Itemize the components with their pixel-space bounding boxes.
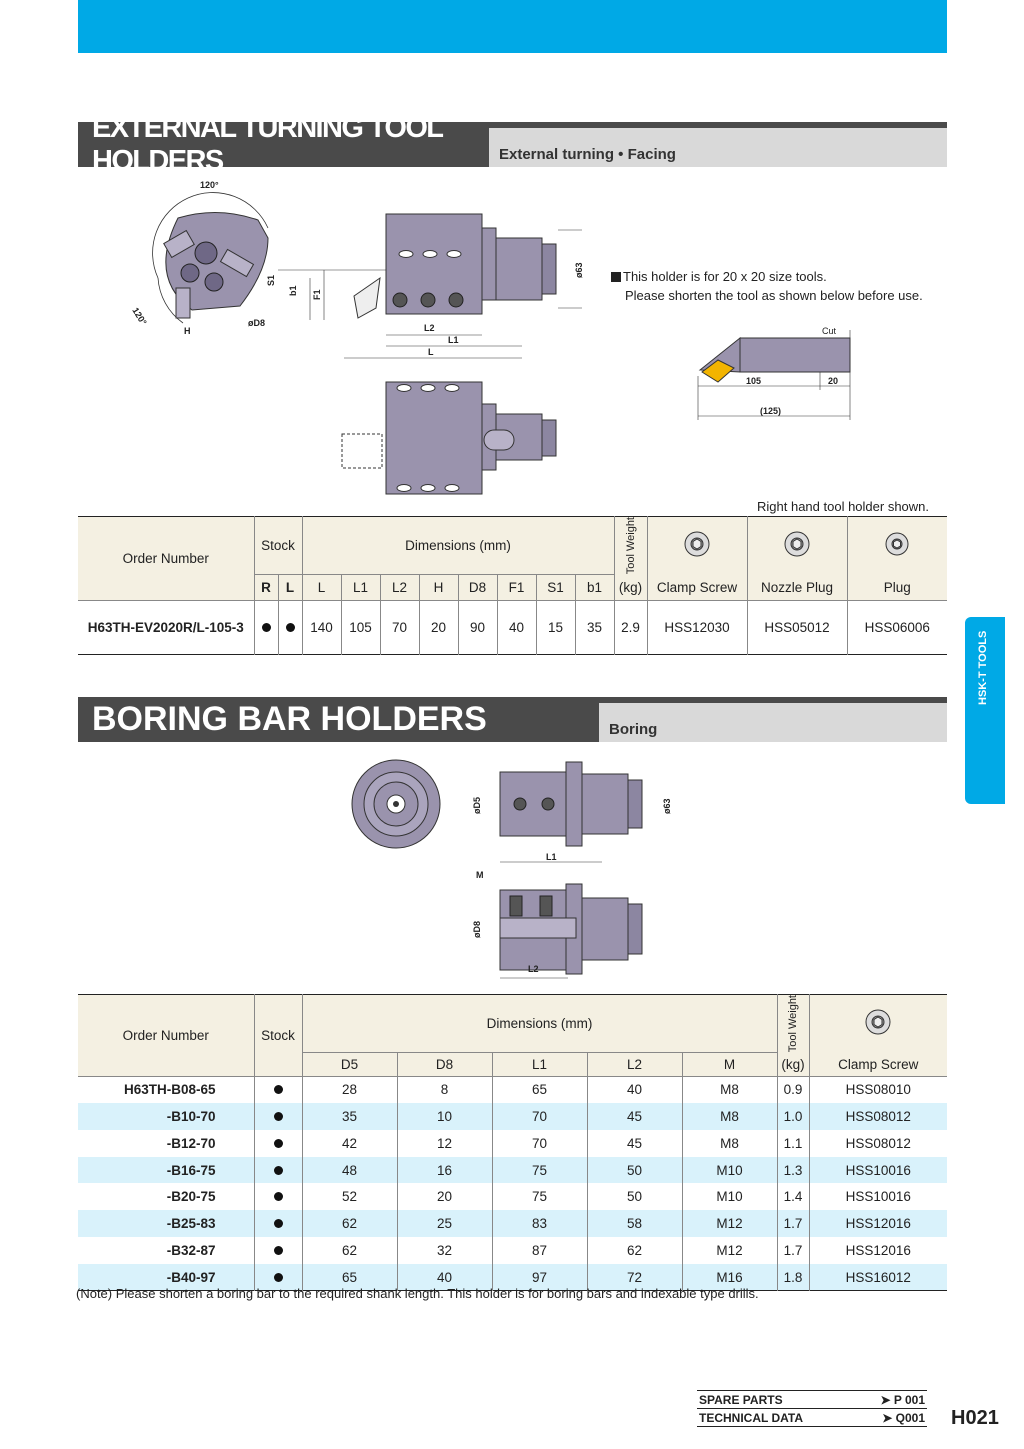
l1-cell: 97 bbox=[492, 1264, 587, 1291]
d5-cell: 62 bbox=[302, 1237, 397, 1264]
table-row bbox=[78, 1103, 947, 1130]
d5-cell: 62 bbox=[302, 1210, 397, 1237]
svg-text:120°: 120° bbox=[130, 305, 149, 327]
m-cell: M8 bbox=[682, 1076, 777, 1103]
m-cell: M12 bbox=[682, 1210, 777, 1237]
table-row: H63TH-EV2020R/L-105-3 140 105 70 20 90 40 15 35 2.9 HSS12030 HSS05012 HSS06006 bbox=[78, 600, 947, 654]
weight-cell: 1.7 bbox=[777, 1237, 809, 1264]
screw-cell: HSS08010 bbox=[845, 1082, 911, 1098]
col-dim: D8 bbox=[397, 1052, 492, 1076]
order-number-cell: -B12-70 bbox=[78, 1130, 254, 1157]
page-number: H021 bbox=[951, 1407, 999, 1429]
col-order-number: Order Number bbox=[78, 517, 254, 601]
screw-cell: HSS10016 bbox=[845, 1189, 911, 1205]
m-cell: M12 bbox=[682, 1237, 777, 1264]
svg-text:ø63: ø63 bbox=[574, 262, 584, 278]
d8-cell: 40 bbox=[397, 1264, 492, 1291]
boring-holder-drawing bbox=[340, 752, 700, 984]
l2-cell: 72 bbox=[587, 1264, 682, 1291]
col-dimensions: Dimensions (mm) bbox=[302, 995, 777, 1053]
order-number-cell: -B40-97 bbox=[78, 1264, 254, 1291]
m-cell: M10 bbox=[682, 1183, 777, 1210]
l1-cell: 65 bbox=[492, 1076, 587, 1103]
col-dim: L2 bbox=[587, 1052, 682, 1076]
col-dim: L2 bbox=[380, 574, 419, 600]
weight-cell: 0.9 bbox=[777, 1076, 809, 1103]
side-tab-hsk-t[interactable] bbox=[965, 617, 1005, 804]
l2-cell: 40 bbox=[587, 1076, 682, 1103]
col-stock-l: L bbox=[278, 574, 302, 600]
tool-size-note: This holder is for 20 x 20 size tools. Please shorten the tool as shown below before use. bbox=[611, 267, 923, 305]
side-tab-label: HSK-T TOOLS bbox=[977, 630, 989, 706]
col-dim: b1 bbox=[575, 574, 614, 600]
boring-table-body bbox=[78, 1076, 947, 1290]
stock-dot bbox=[254, 1157, 302, 1184]
stock-dot bbox=[254, 1237, 302, 1264]
l1-cell: 70 bbox=[492, 1103, 587, 1130]
svg-text:(125): (125) bbox=[760, 406, 782, 416]
svg-text:S1: S1 bbox=[266, 274, 276, 286]
tool-shorten-drawing bbox=[690, 320, 860, 424]
section-title: EXTERNAL TURNING TOOL HOLDERS bbox=[78, 122, 489, 167]
col-stock: Stock bbox=[254, 995, 302, 1077]
table-row bbox=[78, 1076, 947, 1103]
nozzle-plug-icon bbox=[747, 517, 847, 575]
svg-text:Cut: Cut bbox=[822, 326, 837, 336]
m-cell: M8 bbox=[682, 1103, 777, 1130]
d5-cell: 35 bbox=[302, 1103, 397, 1130]
d8-cell: 8 bbox=[397, 1076, 492, 1103]
table-row bbox=[78, 1157, 947, 1184]
d8-cell: 10 bbox=[397, 1103, 492, 1130]
col-kg: (kg) bbox=[614, 574, 647, 600]
col-stock: Stock bbox=[254, 517, 302, 575]
table-row bbox=[78, 1183, 947, 1210]
col-dim: S1 bbox=[536, 574, 575, 600]
section-title: BORING BAR HOLDERS bbox=[78, 697, 599, 742]
svg-text:L2: L2 bbox=[528, 964, 539, 974]
stock-dot bbox=[254, 1183, 302, 1210]
turning-holder-table bbox=[78, 516, 947, 655]
svg-text:L1: L1 bbox=[546, 852, 557, 862]
col-nozzle-plug: Nozzle Plug bbox=[747, 574, 847, 600]
weight-cell: 1.3 bbox=[777, 1157, 809, 1184]
col-order-number: Order Number bbox=[78, 995, 254, 1077]
screw-cell: HSS08012 bbox=[845, 1108, 911, 1124]
table-row bbox=[78, 1237, 947, 1264]
svg-text:øD8: øD8 bbox=[472, 920, 482, 938]
footer-links bbox=[697, 1390, 927, 1427]
screw-cell: HSS12016 bbox=[845, 1242, 911, 1258]
l2-cell: 45 bbox=[587, 1103, 682, 1130]
svg-text:M: M bbox=[476, 870, 484, 880]
stock-dot bbox=[254, 1210, 302, 1237]
order-number-cell: -B10-70 bbox=[78, 1103, 254, 1130]
weight-cell: 1.1 bbox=[777, 1130, 809, 1157]
stock-dot bbox=[254, 1076, 302, 1103]
svg-text:L: L bbox=[428, 347, 434, 357]
svg-text:H: H bbox=[184, 326, 191, 336]
svg-text:105: 105 bbox=[746, 376, 762, 386]
col-dim: L1 bbox=[492, 1052, 587, 1076]
boring-holder-table bbox=[78, 994, 947, 1291]
d5-cell: 48 bbox=[302, 1157, 397, 1184]
svg-text:20: 20 bbox=[828, 376, 839, 386]
weight-cell: 1.8 bbox=[777, 1264, 809, 1291]
col-clamp-screw: Clamp Screw bbox=[838, 1056, 919, 1072]
l2-cell: 62 bbox=[587, 1237, 682, 1264]
svg-text:120°: 120° bbox=[200, 180, 219, 190]
d5-cell: 65 bbox=[302, 1264, 397, 1291]
col-dimensions: Dimensions (mm) bbox=[302, 517, 614, 575]
stock-dot bbox=[254, 600, 278, 654]
table-row bbox=[78, 1130, 947, 1157]
screw-cell: HSS10016 bbox=[845, 1162, 911, 1178]
clamp-screw-icon bbox=[647, 517, 747, 575]
d8-cell: 25 bbox=[397, 1210, 492, 1237]
stock-dot bbox=[254, 1130, 302, 1157]
spare-parts-link[interactable]: SPARE PARTS ➤ P 001 bbox=[697, 1390, 927, 1408]
col-dim: M bbox=[682, 1052, 777, 1076]
order-number-cell: -B20-75 bbox=[78, 1183, 254, 1210]
d8-cell: 32 bbox=[397, 1237, 492, 1264]
d8-cell: 16 bbox=[397, 1157, 492, 1184]
d8-cell: 12 bbox=[397, 1130, 492, 1157]
l1-cell: 83 bbox=[492, 1210, 587, 1237]
plug-icon bbox=[847, 517, 947, 575]
order-number-cell: -B32-87 bbox=[78, 1237, 254, 1264]
l1-cell: 75 bbox=[492, 1183, 587, 1210]
svg-text:ø63: ø63 bbox=[662, 798, 672, 814]
boring-note: (Note) Please shorten a boring bar to the required shank length. This holder is for boring bars and indexable type drills. bbox=[76, 1286, 759, 1301]
col-dim: L1 bbox=[341, 574, 380, 600]
weight-cell: 1.4 bbox=[777, 1183, 809, 1210]
l1-cell: 87 bbox=[492, 1237, 587, 1264]
l2-cell: 58 bbox=[587, 1210, 682, 1237]
m-cell: M10 bbox=[682, 1157, 777, 1184]
technical-data-link[interactable]: TECHNICAL DATA ➤ Q001 bbox=[697, 1408, 927, 1427]
order-number-cell: -B25-83 bbox=[78, 1210, 254, 1237]
stock-dot bbox=[254, 1103, 302, 1130]
svg-text:øD5: øD5 bbox=[472, 796, 482, 814]
m-cell: M8 bbox=[682, 1130, 777, 1157]
l1-cell: 75 bbox=[492, 1157, 587, 1184]
col-dim: L bbox=[302, 574, 341, 600]
section-subtitle: External turning • Facing bbox=[489, 128, 947, 167]
order-number-cell: -B16-75 bbox=[78, 1157, 254, 1184]
col-stock-r: R bbox=[254, 574, 278, 600]
svg-text:L1: L1 bbox=[448, 335, 459, 345]
right-hand-note: Right hand tool holder shown. bbox=[757, 499, 930, 514]
order-number-cell: H63TH-B08-65 bbox=[78, 1076, 254, 1103]
col-plug: Plug bbox=[883, 579, 911, 595]
screw-cell: HSS12016 bbox=[845, 1216, 911, 1232]
l2-cell: 50 bbox=[587, 1183, 682, 1210]
clamp-screw-icon bbox=[809, 995, 947, 1053]
section-subtitle: Boring bbox=[599, 703, 947, 742]
screw-cell: HSS16012 bbox=[845, 1269, 911, 1285]
table-row bbox=[78, 1210, 947, 1237]
col-dim: D8 bbox=[458, 574, 497, 600]
col-clamp-screw: Clamp Screw bbox=[647, 574, 747, 600]
col-dim: D5 bbox=[302, 1052, 397, 1076]
col-dim: H bbox=[419, 574, 458, 600]
col-dim: F1 bbox=[497, 574, 536, 600]
d8-cell: 20 bbox=[397, 1183, 492, 1210]
d5-cell: 52 bbox=[302, 1183, 397, 1210]
col-tool-weight: Tool Weight bbox=[777, 995, 809, 1053]
l2-cell: 45 bbox=[587, 1130, 682, 1157]
weight-cell: 1.7 bbox=[777, 1210, 809, 1237]
stock-dot bbox=[278, 600, 302, 654]
top-color-bar bbox=[78, 0, 947, 53]
svg-text:L2: L2 bbox=[424, 323, 435, 333]
svg-text:b1: b1 bbox=[288, 285, 298, 296]
col-tool-weight: Tool Weight bbox=[614, 517, 647, 575]
m-cell: M16 bbox=[682, 1264, 777, 1291]
l2-cell: 50 bbox=[587, 1157, 682, 1184]
turning-holder-drawing bbox=[118, 178, 598, 500]
svg-text:øD8: øD8 bbox=[248, 318, 266, 328]
col-kg: (kg) bbox=[777, 1052, 809, 1076]
d5-cell: 42 bbox=[302, 1130, 397, 1157]
d5-cell: 28 bbox=[302, 1076, 397, 1103]
weight-cell: 1.0 bbox=[777, 1103, 809, 1130]
l1-cell: 70 bbox=[492, 1130, 587, 1157]
svg-text:F1: F1 bbox=[312, 289, 322, 300]
screw-cell: HSS08012 bbox=[845, 1135, 911, 1151]
